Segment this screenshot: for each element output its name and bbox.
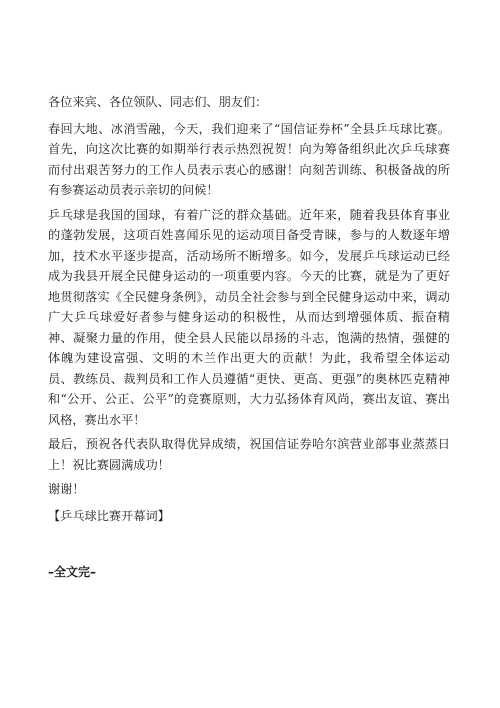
end-mark: –全文完– (48, 565, 97, 579)
document-body (48, 92, 450, 587)
thanks-line: 谢谢！ (48, 482, 85, 496)
paragraph-main: 乒乓球是我国的国球，有着广泛的群众基础。近年来，随着我县体育事业的蓬勃发展，这项百姓喜闻乐见的运动项目备受青睐，参与的人数逐年增加，技术水平逐步提高，活动场所不断增多。如今，发展乒乓球运动已经成为我县开展全民健身运动的一项重要内容。今天的比赛，就是为了更好地贯彻落实《全民健身条例》，动员全社会参与到全民健身运动中来，调动广大乒乓球爱好者参与健身运动的积极性，从而达到增强体质、振奋精神、凝聚力量的作用，使全县人民能以昂扬的斗志，饱满的热情，强健的体魄为建设富强、文明的木兰作出更大的贡献！为此，我希望全体运动员、教练员、裁判员和工作人员遵循“更快、更高、更强”的奥林匹克精神和“公开、公正、公平”的竞赛原则，大力弘扬体育风尚，赛出友谊、赛出风格，赛出水平！ (48, 207, 450, 427)
spacer (48, 532, 450, 562)
paragraph-opening: 春回大地、冰消雪融，今天，我们迎来了“国信证券杯”全县乒乓球比赛。首先，向这次比赛的如期举行表示热烈祝贺！向为筹备组织此次乒乓球赛而付出艰苦努力的工作人员表示衷心的感谢！向刻苦训练、积极备战的所有参赛运动员表示亲切的问候！ (48, 121, 450, 197)
source-title: 【乒乓球比赛开幕词】 (48, 508, 170, 523)
paragraph-closing-wishes: 最后，预祝各代表队取得优异成绩，祝国信证券哈尔滨营业部事业蒸蒸日上！祝比赛圆满成功！ (48, 437, 450, 472)
greeting-line: 各位来宾、各位领队、同志们、朋友们： (48, 95, 268, 109)
